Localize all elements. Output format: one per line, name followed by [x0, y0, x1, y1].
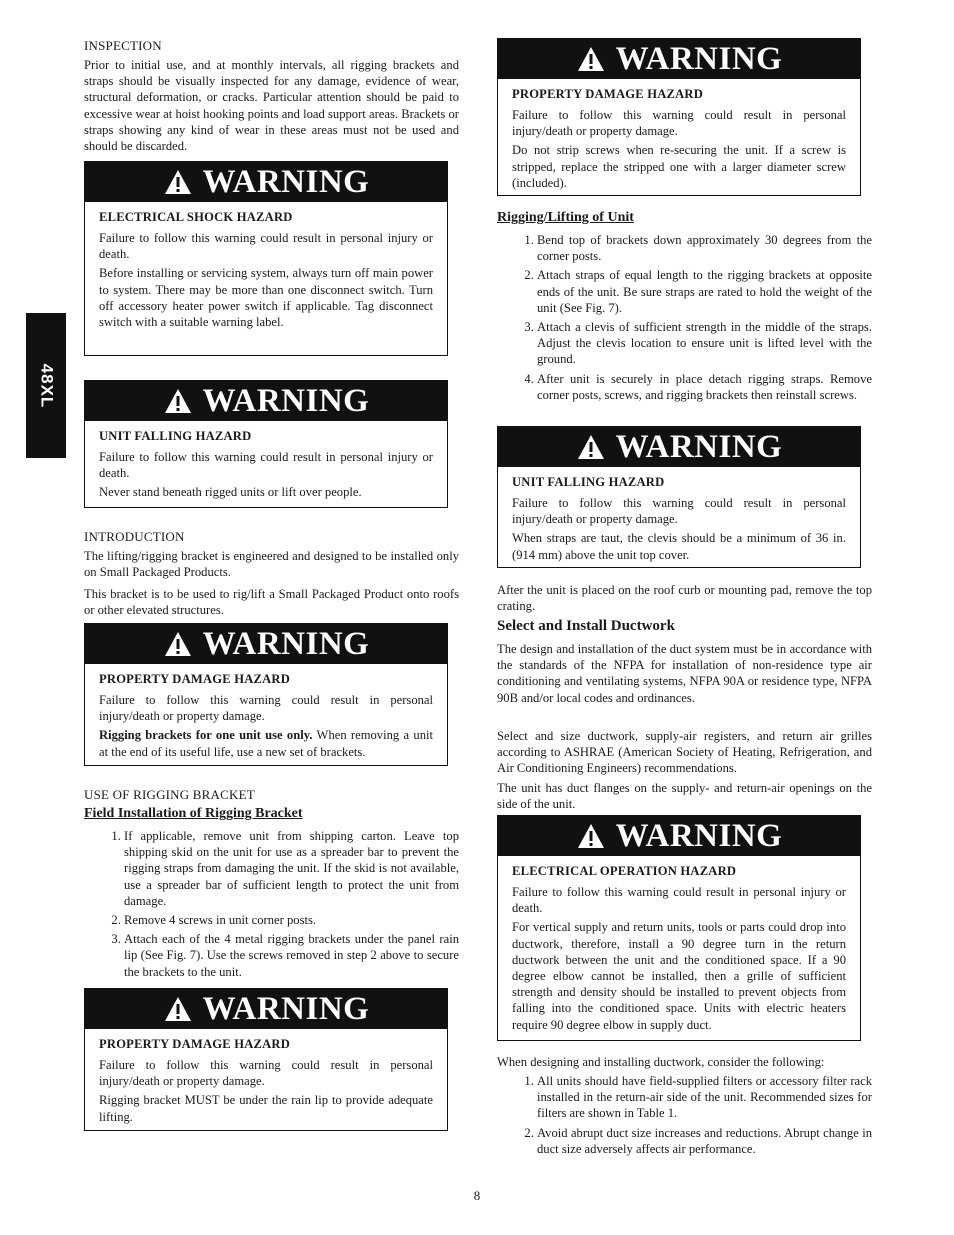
rigging-title: Rigging/Lifting of Unit	[497, 210, 634, 225]
inspection-text: Prior to initial use, and at monthly intervals, all rigging brackets and straps should be visually inspected for any damage, evidence of wear, structural deformation, or cracks. Particular attention should be paid to excessive wear at hoist hooking points and load support areas. Brackets or straps showing any kind of wear in these areas must not be used and should be discarded.	[84, 58, 459, 154]
warning-header	[85, 989, 447, 1029]
warning-paragraph: Before installing or servicing system, always turn off main power to system. There may be more than one disconnect switch. Turn off accessory heater power switch if applicable. Tag disconnect switch with a suitable warning label.	[99, 266, 433, 330]
warning-box-electrical-operation	[497, 815, 861, 1041]
warning-box-unit-falling	[497, 426, 861, 568]
warning-header	[85, 162, 447, 202]
warning-paragraph: Failure to follow this warning could result in personal injury/death or property damage.	[99, 1058, 433, 1089]
designing-steps	[497, 1073, 872, 1160]
warning-paragraph: Do not strip screws when re-securing the unit. If a screw is stripped, replace the stripped one with a larger diameter screw (included).	[512, 143, 846, 190]
warning-title: WARNING	[202, 163, 370, 200]
warning-box-electrical-shock	[84, 161, 448, 356]
ductwork-paragraph: The design and installation of the duct system must be in accordance with the standards of the NFPA for installation of non-residence type air conditioning and ventilating systems, NFPA 90A or residence type, NFPA 90B and/or local codes and ordinances.	[497, 642, 872, 705]
designing-intro: When designing and installing ductwork, consider the following:	[497, 1055, 825, 1069]
warning-paragraph: Failure to follow this warning could result in personal injury or death.	[512, 885, 846, 916]
inspection-heading: INSPECTION	[84, 38, 162, 53]
list-item: 2. Avoid abrupt duct size increases and reductions. Abrupt change in duct size adversely affects air performance.	[537, 1125, 872, 1157]
warning-triangle-icon	[576, 433, 606, 461]
hazard-title: UNIT FALLING HAZARD	[512, 475, 665, 489]
field-installation-title: Field Installation of Rigging Bracket	[84, 806, 303, 821]
warning-title: WARNING	[202, 625, 370, 662]
warning-header	[85, 381, 447, 421]
list-item: 3. Attach a clevis of sufficient strength in the middle of the straps. Adjust the clevis location to ensure unit is lifted level with the ground.	[537, 319, 872, 368]
list-item: 3. Attach each of the 4 metal rigging brackets under the panel rain lip (See Fig. 7). Use the screws removed in step 2 above to secure the brackets to the unit.	[124, 931, 459, 980]
warning-title: WARNING	[615, 428, 783, 465]
warning-paragraph	[99, 727, 433, 759]
introduction-paragraph: This bracket is to be used to rig/lift a Small Packaged Product onto roofs or other elevated structures.	[84, 587, 459, 618]
hazard-title: PROPERTY DAMAGE HAZARD	[99, 672, 290, 686]
warning-triangle-icon	[163, 387, 193, 415]
warning-triangle-icon	[163, 168, 193, 196]
introduction-paragraph: The lifting/rigging bracket is engineered and designed to be installed only on Small Packaged Products.	[84, 549, 459, 580]
warning-paragraph: Failure to follow this warning could result in personal injury or death.	[99, 450, 433, 481]
warning-box-property-damage	[84, 623, 448, 766]
warning-box-property-damage	[497, 38, 861, 196]
warning-header	[498, 816, 860, 856]
warning-paragraph: Rigging bracket MUST be under the rain lip to provide adequate lifting.	[99, 1093, 433, 1124]
warning-title: WARNING	[615, 817, 783, 854]
warning-title: WARNING	[202, 382, 370, 419]
warning-paragraph: Failure to follow this warning could result in personal injury/death or property damage.	[512, 496, 846, 527]
ductwork-paragraph: The unit has duct flanges on the supply- and return-air openings on the side of the unit.	[497, 781, 872, 812]
hazard-title: ELECTRICAL OPERATION HAZARD	[512, 864, 737, 878]
warning-paragraph: Failure to follow this warning could result in personal injury/death or property damage.	[99, 693, 433, 724]
warning-box-unit-falling	[84, 380, 448, 508]
warning-header	[498, 39, 860, 79]
warning-paragraph: When straps are taut, the clevis should be a minimum of 36 in. (914 mm) above the unit top cover.	[512, 531, 846, 562]
list-item: 1. All units should have field-supplied filters or accessory filter rack installed in the return-air side of the unit. Recommended sizes for filters are shown in Table 1.	[537, 1073, 872, 1122]
hazard-title: PROPERTY DAMAGE HAZARD	[99, 1037, 290, 1051]
warning-title: WARNING	[202, 990, 370, 1027]
warning-triangle-icon	[576, 822, 606, 850]
hazard-title: ELECTRICAL SHOCK HAZARD	[99, 210, 293, 224]
warning-paragraph: For vertical supply and return units, tools or parts could drop into ductwork, therefore, install a 90 degree turn in the return ductwork between the unit and the conditioned space. If a 90 degree elbow cannot be installed, then a grille of sufficient strength and density should be installed to prevent objects from falling into the conditioned space. Units with electric heaters require 90 degree elbow in supply duct.	[512, 920, 846, 1032]
side-tab-label: 48XL	[37, 363, 57, 408]
introduction-heading: INTRODUCTION	[84, 529, 185, 544]
warning-header	[498, 427, 860, 467]
hazard-title: PROPERTY DAMAGE HAZARD	[512, 87, 703, 101]
page-number: 8	[473, 1188, 481, 1203]
list-item: 1. Bend top of brackets down approximately 30 degrees from the corner posts.	[537, 232, 872, 264]
ductwork-paragraph: Select and size ductwork, supply-air registers, and return air grilles according to ASHRAE (American Society of Heating, Refrigeration, and Air Conditioning Engineers) recommendations.	[497, 729, 872, 776]
use-heading: USE OF RIGGING BRACKET	[84, 787, 255, 802]
field-installation-steps	[84, 828, 459, 983]
list-item: 1. If applicable, remove unit from shipping carton. Leave top shipping skid on the unit for use as a spreader bar to prevent the rigging straps from damaging the unit. If the skid is not available, use a spreader bar of sufficient length to protect the unit from damage.	[124, 828, 459, 909]
list-item: 4. After unit is securely in place detach rigging straps. Remove corner posts, screws, and rigging brackets then reinstall screws.	[537, 371, 872, 403]
list-item: 2. Attach straps of equal length to the rigging brackets at opposite ends of the unit. Be sure straps are rated to hold the weight of the unit (See Fig. 7).	[537, 267, 872, 316]
warning-text: When removing a unit at the end of its useful life, use a new set of brackets.	[99, 728, 433, 759]
rigging-steps	[497, 232, 872, 406]
warning-triangle-icon	[163, 630, 193, 658]
warning-paragraph: Failure to follow this warning could result in personal injury/death or property damage.	[512, 108, 846, 139]
after-unit-paragraph: After the unit is placed on the roof curb or mounting pad, remove the top crating.	[497, 583, 872, 614]
ductwork-title: Select and Install Ductwork	[497, 618, 675, 634]
hazard-title: UNIT FALLING HAZARD	[99, 429, 252, 443]
warning-paragraph: Never stand beneath rigged units or lift over people.	[99, 485, 362, 500]
warning-triangle-icon	[576, 45, 606, 73]
warning-title: WARNING	[615, 40, 783, 77]
warning-header	[85, 624, 447, 664]
warning-triangle-icon	[163, 995, 193, 1023]
warning-box-property-damage	[84, 988, 448, 1131]
warning-paragraph: Failure to follow this warning could result in personal injury or death.	[99, 231, 433, 262]
list-item: 2. Remove 4 screws in unit corner posts.	[124, 912, 459, 928]
side-tab	[26, 313, 66, 458]
warning-emphasis: Rigging brackets for one unit use only.	[99, 728, 313, 743]
